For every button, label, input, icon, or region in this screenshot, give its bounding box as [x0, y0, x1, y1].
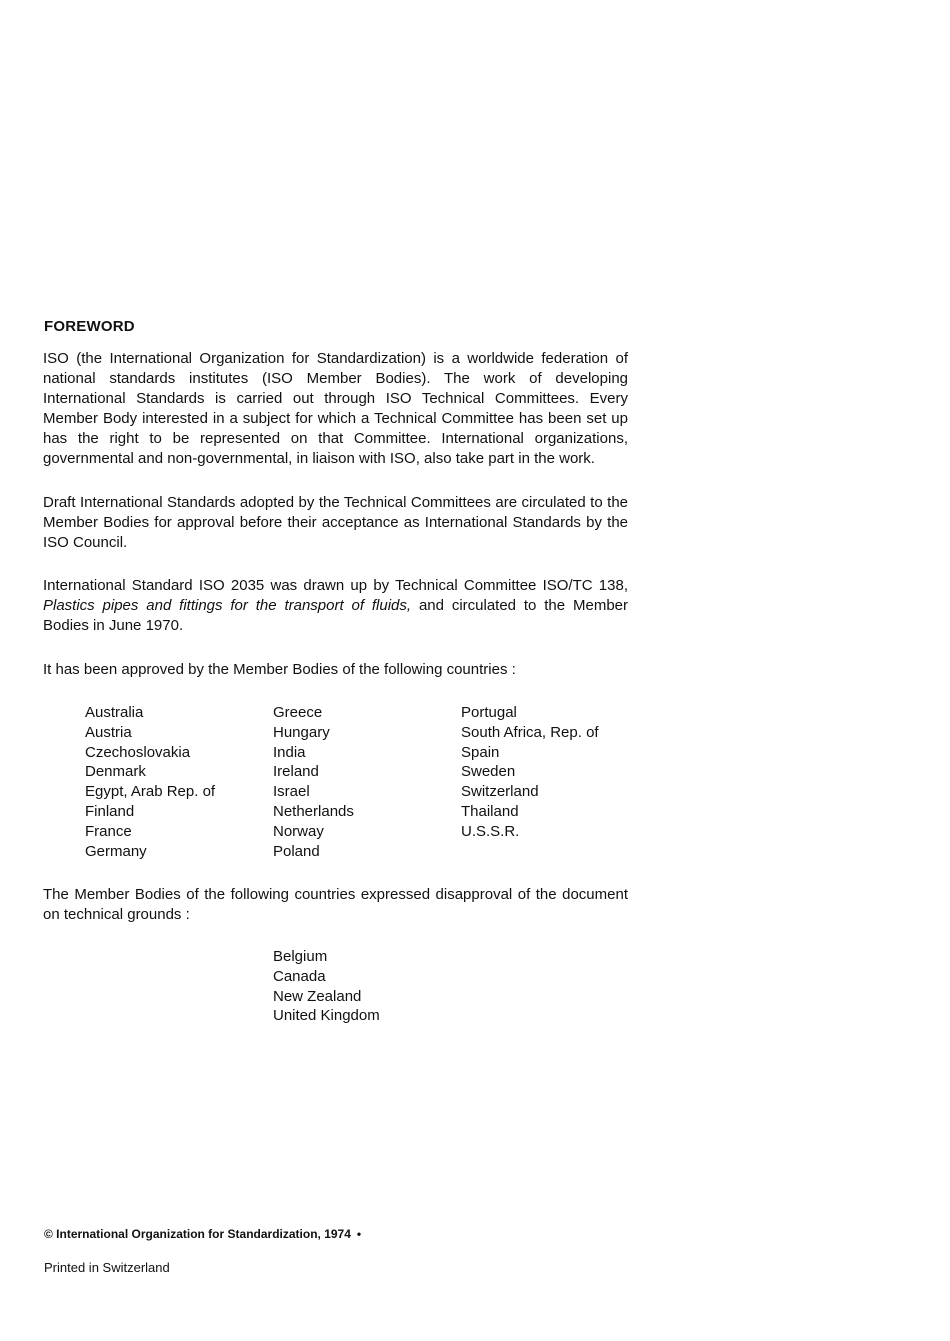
country-item: Czechoslovakia — [85, 743, 191, 761]
standard-origin-paragraph — [43, 576, 628, 636]
country-item: Thailand — [461, 802, 519, 820]
approved-countries-column-1 — [85, 703, 215, 861]
country-item: Hungary — [273, 723, 330, 741]
approval-intro: It has been approved by the Member Bodies of the following countries : — [43, 661, 516, 678]
country-item: Switzerland — [461, 783, 539, 801]
country-item: New Zealand — [273, 987, 362, 1005]
committee-title: Plastics pipes and fittings for the transport of fluids, — [43, 597, 412, 614]
country-item: Sweden — [461, 763, 516, 781]
country-item: Norway — [273, 822, 324, 840]
country-item: Egypt, Arab Rep. of — [85, 783, 216, 801]
draft-standards-paragraph: Draft International Standards adopted by the Technical Committees are circulated to the Member Bodies for approval before their acceptance as International Standards by the ISO Council. — [43, 494, 628, 551]
country-item: Belgium — [273, 948, 328, 965]
country-item: Australia — [85, 704, 144, 721]
country-item: U.S.S.R. — [461, 822, 520, 840]
country-item: Israel — [273, 783, 310, 801]
country-item: Poland — [273, 842, 320, 860]
country-item: Portugal — [461, 704, 517, 721]
origin-text-post: and circulated to the Member Bodies in June 1970. — [43, 597, 628, 634]
country-item: Austria — [85, 723, 132, 741]
bullet-icon: • — [356, 1227, 362, 1241]
country-item: Finland — [85, 802, 135, 820]
country-item: Greece — [273, 704, 323, 721]
country-item: Spain — [461, 743, 500, 761]
country-item: South Africa, Rep. of — [461, 723, 599, 741]
foreword-heading: FOREWORD — [44, 318, 135, 335]
approved-countries-column-2 — [273, 703, 354, 861]
iso-intro-paragraph: ISO (the International Organization for Standardization) is a worldwide federation of national standards institutes (ISO Member Bodies). The work of developing International Standards is carried out through ISO Technical Committees. Every Member Body interested in a subject for which a Technical Committee has been set up has the right to be represented on that Committee. International organizations, governmental and non-governmental, in liaison with ISO, also take part in the work. — [43, 350, 628, 467]
country-item: France — [85, 822, 132, 840]
country-item: Ireland — [273, 763, 319, 781]
copyright-line — [44, 1227, 361, 1241]
country-item: Canada — [273, 967, 326, 985]
approved-countries-column-3 — [461, 703, 599, 842]
disapproval-intro: The Member Bodies of the following countries expressed disapproval of the document on technical grounds : — [43, 886, 628, 923]
copyright-text: © International Organization for Standardization, 1974 — [44, 1227, 351, 1241]
country-item: Germany — [85, 842, 147, 860]
country-item: Netherlands — [273, 802, 354, 820]
origin-text-pre: International Standard ISO 2035 was drawn up by Technical Committee ISO/TC 138, — [43, 577, 628, 594]
country-item: United Kingdom — [273, 1007, 380, 1025]
country-item: India — [273, 743, 306, 761]
printed-in-line: Printed in Switzerland — [44, 1260, 170, 1275]
disapproved-countries-list — [273, 947, 380, 1026]
country-item: Denmark — [85, 763, 146, 781]
